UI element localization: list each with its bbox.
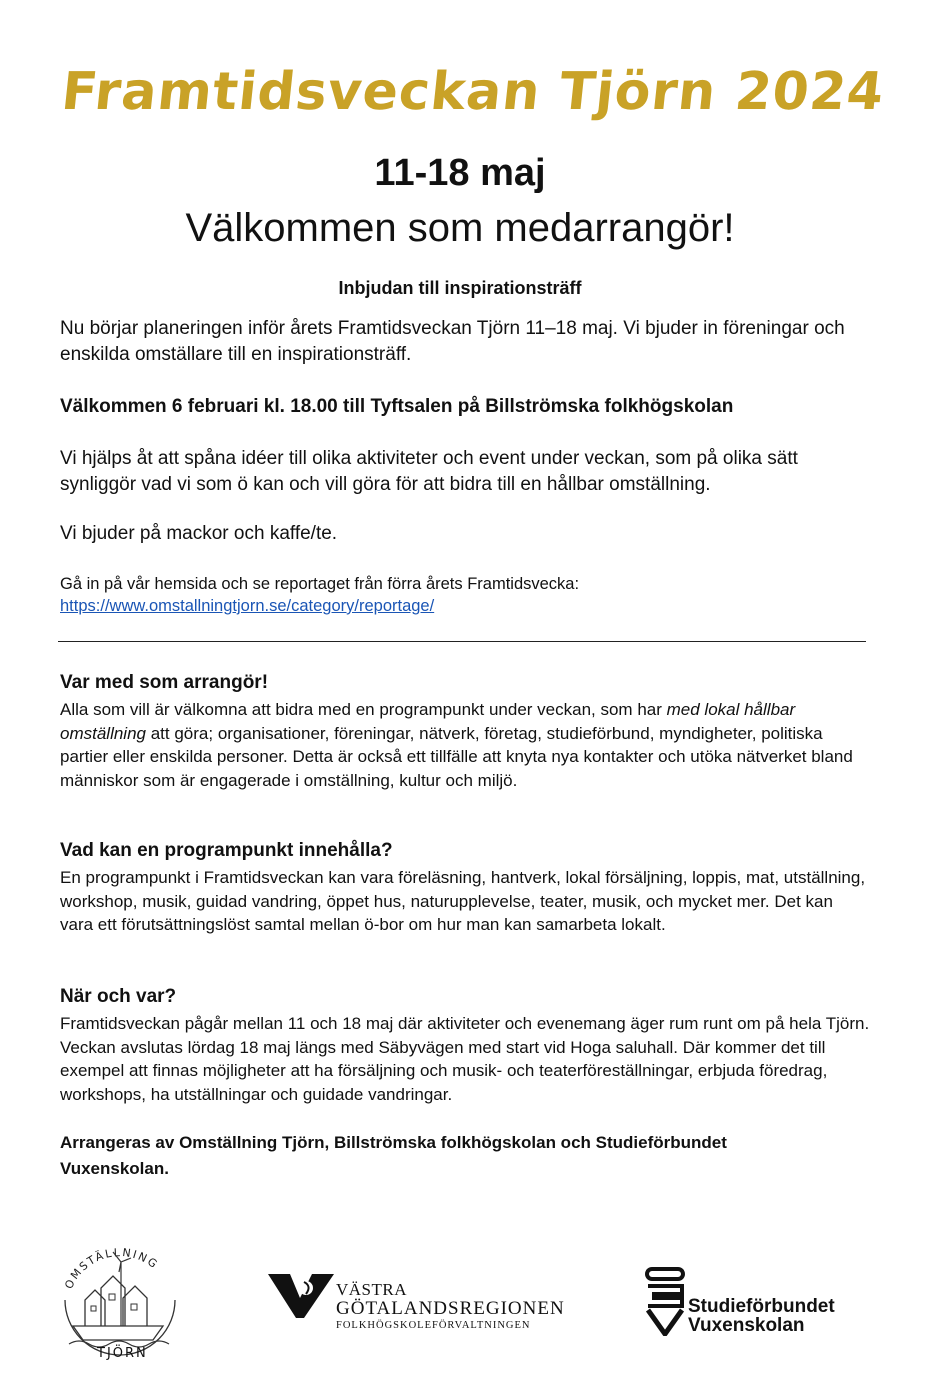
website-paragraph [60,573,860,617]
svg-text:OMSTÄLLNING [62,1246,161,1291]
vgr-logo-mark [268,1272,334,1320]
refreshments-paragraph: Vi bjuder på mackor och kaffe/te. [60,523,338,544]
innehall-body: En programpunkt i Framtidsveckan kan vara föreläsning, hantverk, lokal försäljning, loppis, mat, utställning, workshop, musik, guidad vandring, öppet hus, naturupplevelse, teater, musik, och mycket mer. Det kan vara ett förutsättningslöst samtal mellan ö-bor om hur man kan samarbeta lokalt. [60,868,866,934]
brainstorm-paragraph: Vi hjälps åt att spåna idéer till olika aktiviteter och event under veckan, som på olika sätt synliggör vad vi som ö kan och vill göra för att bidra till en hållbar omställning. [60,448,798,495]
arrangor-emphasis: med lokal hållbar omställning [60,700,796,743]
meeting-details: Välkommen 6 februari kl. 18.00 till Tyftsalen på Billströmska folkhögskolan [60,396,734,417]
arrangor-heading: Var med som arrangör! [60,672,269,693]
reportage-link[interactable]: https://www.omstallningtjorn.se/category/reportage/ [60,597,435,615]
sv-line-1: Studieförbundet [688,1296,835,1317]
section-divider [58,641,866,642]
event-banner-title: Framtidsveckan Tjörn 2024 [58,62,888,122]
nar-heading: När och var? [60,986,177,1007]
nar-body: Framtidsveckan pågår mellan 11 och 18 maj där aktiviteter och evenemang äger rum runt om på hela Tjörn. Veckan avslutas lördag 18 maj längs med Säbyvägen med start vid Hoga saluhall. Där kommer det till exempel att finnas möjligheter att ha försäljning och musik- och teaterföreställningar, erbjuda föredrag, workshops, ha utställningar och guidade vandringar. [60,1014,870,1104]
organizers-text: Arrangeras av Omställning Tjörn, Billströmska folkhögskolan och Studieförbundet Vuxenskolan. [60,1133,727,1178]
sv-logo-mark [644,1266,686,1336]
vgr-line-3: FOLKHÖGSKOLEFÖRVALTNINGEN [336,1320,531,1331]
innehall-heading: Vad kan en programpunkt innehålla? [60,840,393,861]
sv-line-2: Vuxenskolan [688,1315,805,1336]
intro-paragraph: Nu börjar planeringen inför årets Framtidsveckan Tjörn 11–18 maj. Vi bjuder in föreningar och enskilda omställare till en inspirationsträff. [60,318,845,365]
welcome-heading: Välkommen som medarrangör! [185,206,735,250]
invite-heading: Inbjudan till inspirationsträff [338,278,582,298]
event-dates: 11-18 maj [374,152,546,194]
website-text: Gå in på vår hemsida och se reportaget från förra årets Framtidsvecka: [60,575,580,593]
vgr-line-1: VÄSTRA [336,1280,408,1299]
omstallning-bottom-text: TJÖRN [97,1346,148,1361]
vgr-line-2: GÖTALANDSREGIONEN [336,1298,565,1319]
arrangor-text-end: att göra; organisationer, föreningar, nätverk, företag, studieförbund, myndigheter, politiska partier eller enskilda personer. Detta är också ett tillfälle att knyta nya kontakter och utöka nätverket bland människor som är engagerade i omställning, kultur och miljö. [60,723,853,790]
omstallning-arc-text: OMSTÄLLNING [62,1246,162,1292]
arrangor-text-start: Alla som vill är välkomna att bidra med en programpunkt under veckan, som har [60,700,667,719]
arrangor-body [60,698,870,792]
